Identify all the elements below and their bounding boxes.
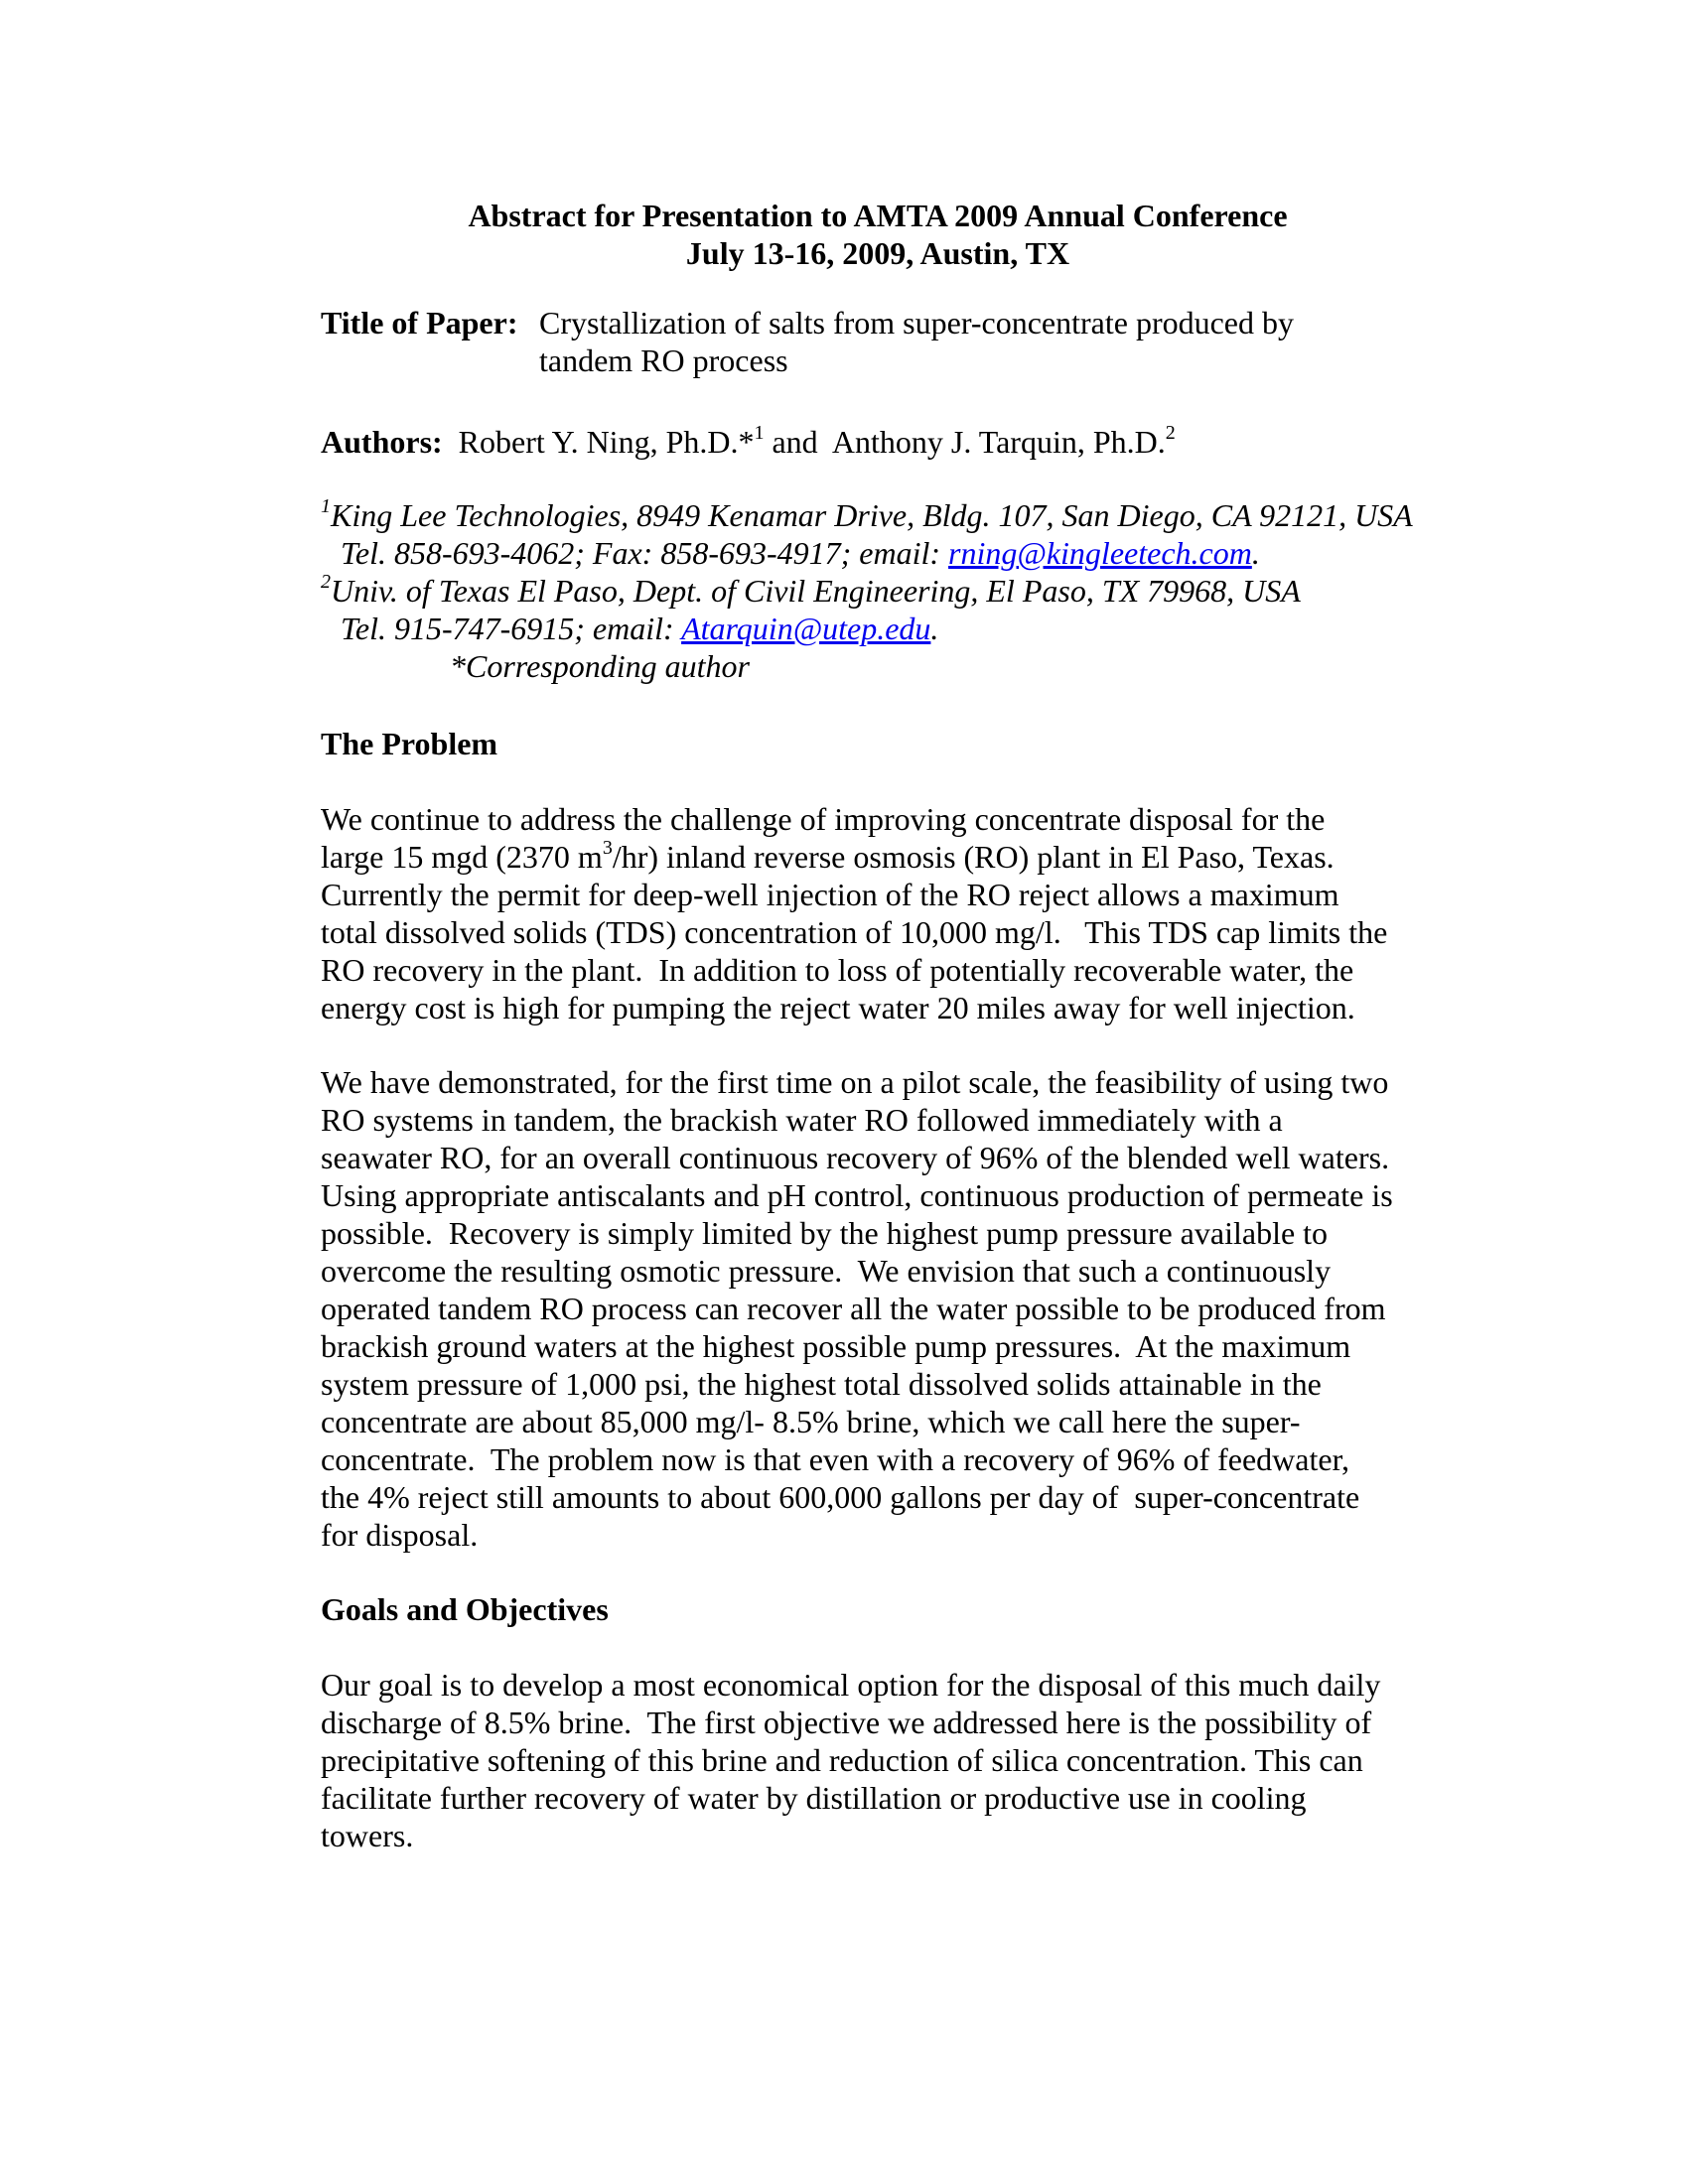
- paragraph-line: concentrate are about 85,000 mg/l- 8.5% brine, which we call here the super-: [321, 1404, 1301, 1439]
- punctuation: .: [1251, 535, 1260, 571]
- affiliation-1-contact-text: Tel. 858-693-4062; Fax: 858-693-4917; email:: [341, 535, 949, 571]
- affiliation-2-contact-text: Tel. 915-747-6915; email:: [341, 611, 682, 646]
- text-run: /hr) inland reverse osmosis (RO) plant in El Paso, Texas.: [612, 839, 1335, 875]
- paragraph-line: RO systems in tandem, the brackish water RO followed immediately with a: [321, 1102, 1283, 1138]
- text-run: large 15 mgd (2370 m: [321, 839, 603, 875]
- paragraph-line: system pressure of 1,000 psi, the highest total dissolved solids attainable in the: [321, 1366, 1322, 1402]
- paragraph-line: seawater RO, for an overall continuous recovery of 96% of the blended well waters.: [321, 1140, 1390, 1175]
- paper-title: [539, 304, 1433, 379]
- paragraph-line: overcome the resulting osmotic pressure. We envision that such a continuously: [321, 1253, 1332, 1289]
- authors-label: Authors:: [321, 424, 443, 460]
- conference-header: [0, 197, 1688, 272]
- paragraph-line: total dissolved solids (TDS) concentration of 10,000 mg/l. This TDS cap limits the: [321, 914, 1388, 950]
- author-1-affiliation-marker: 1: [754, 422, 765, 445]
- affiliation-1-text: King Lee Technologies, 8949 Kenamar Drive, Bldg. 107, San Diego, CA 92121, USA: [331, 497, 1413, 533]
- affiliations: [321, 496, 1612, 685]
- paragraph-line: possible. Recovery is simply limited by the highest pump pressure available to: [321, 1215, 1329, 1251]
- paragraph-line: for disposal.: [321, 1517, 479, 1553]
- superscript: 3: [602, 837, 613, 860]
- problem-paragraph-2: [321, 1063, 1453, 1554]
- affiliation-2-text: Univ. of Texas El Paso, Dept. of Civil Engineering, El Paso, TX 79968, USA: [331, 573, 1301, 609]
- affiliation-1-marker: 1: [321, 495, 331, 518]
- header-line-2: July 13-16, 2009, Austin, TX: [685, 235, 1070, 271]
- paper-title-line-1: Crystallization of salts from super-concentrate produced by: [539, 305, 1294, 341]
- paragraph-line: We have demonstrated, for the first time on a pilot scale, the feasibility of using two: [321, 1064, 1389, 1100]
- paragraph-line: RO recovery in the plant. In addition to loss of potentially recoverable water, the: [321, 952, 1354, 988]
- paragraph-line: towers.: [321, 1818, 414, 1853]
- affiliation-1: [321, 496, 1612, 534]
- paragraph-line: discharge of 8.5% brine. The first objective we addressed here is the possibility of: [321, 1705, 1372, 1740]
- section-heading-problem: The Problem: [321, 726, 498, 761]
- paragraph-line: brackish ground waters at the highest possible pump pressures. At the maximum: [321, 1328, 1351, 1364]
- affiliation-2: [321, 572, 1612, 610]
- author-2-name: Anthony J. Tarquin, Ph.D.: [831, 424, 1166, 460]
- affiliation-2-marker: 2: [321, 571, 331, 594]
- paragraph-line: operated tandem RO process can recover all the water possible to be produced from: [321, 1291, 1386, 1326]
- punctuation: .: [930, 611, 939, 646]
- author-2-affiliation-marker: 2: [1165, 422, 1176, 445]
- paragraph-line: energy cost is high for pumping the reject water 20 miles away for well injection.: [321, 990, 1355, 1025]
- goals-paragraph-1: [321, 1666, 1453, 1854]
- authors-line: [321, 423, 1453, 461]
- paragraph-line: the 4% reject still amounts to about 600,000 gallons per day of super-concentrate: [321, 1479, 1360, 1515]
- affiliation-1-contact: [321, 534, 1612, 572]
- section-heading-goals: Goals and Objectives: [321, 1591, 609, 1627]
- paragraph-line: Our goal is to develop a most economical option for the disposal of this much daily: [321, 1667, 1381, 1703]
- paragraph-line: Currently the permit for deep-well injection of the RO reject allows a maximum: [321, 877, 1339, 912]
- email-link-atarquin[interactable]: Atarquin@utep.edu: [681, 611, 931, 646]
- author-1-name: Robert Y. Ning, Ph.D.*: [458, 424, 755, 460]
- paragraph-line: concentrate. The problem now is that even with a recovery of 96% of feedwater,: [321, 1441, 1349, 1477]
- email-link-rning[interactable]: rning@kingleetech.com: [948, 535, 1252, 571]
- paragraph-line: Using appropriate antiscalants and pH control, continuous production of permeate is: [321, 1177, 1393, 1213]
- paragraph-line: We continue to address the challenge of improving concentrate disposal for the: [321, 801, 1326, 837]
- title-label: Title of Paper:: [321, 305, 518, 341]
- problem-paragraph-1: [321, 800, 1453, 1026]
- affiliation-2-contact: [321, 610, 1612, 647]
- paragraph-line: precipitative softening of this brine and reduction of silica concentration. This can: [321, 1742, 1363, 1778]
- paragraph-line: [321, 838, 1453, 876]
- authors-joiner: and: [764, 424, 832, 460]
- paragraph-line: facilitate further recovery of water by distillation or productive use in cooling: [321, 1780, 1307, 1816]
- header-line-1: Abstract for Presentation to AMTA 2009 Annual Conference: [468, 198, 1288, 233]
- paper-title-line-2: tandem RO process: [539, 342, 788, 378]
- corresponding-author-note: *Corresponding author: [450, 648, 750, 684]
